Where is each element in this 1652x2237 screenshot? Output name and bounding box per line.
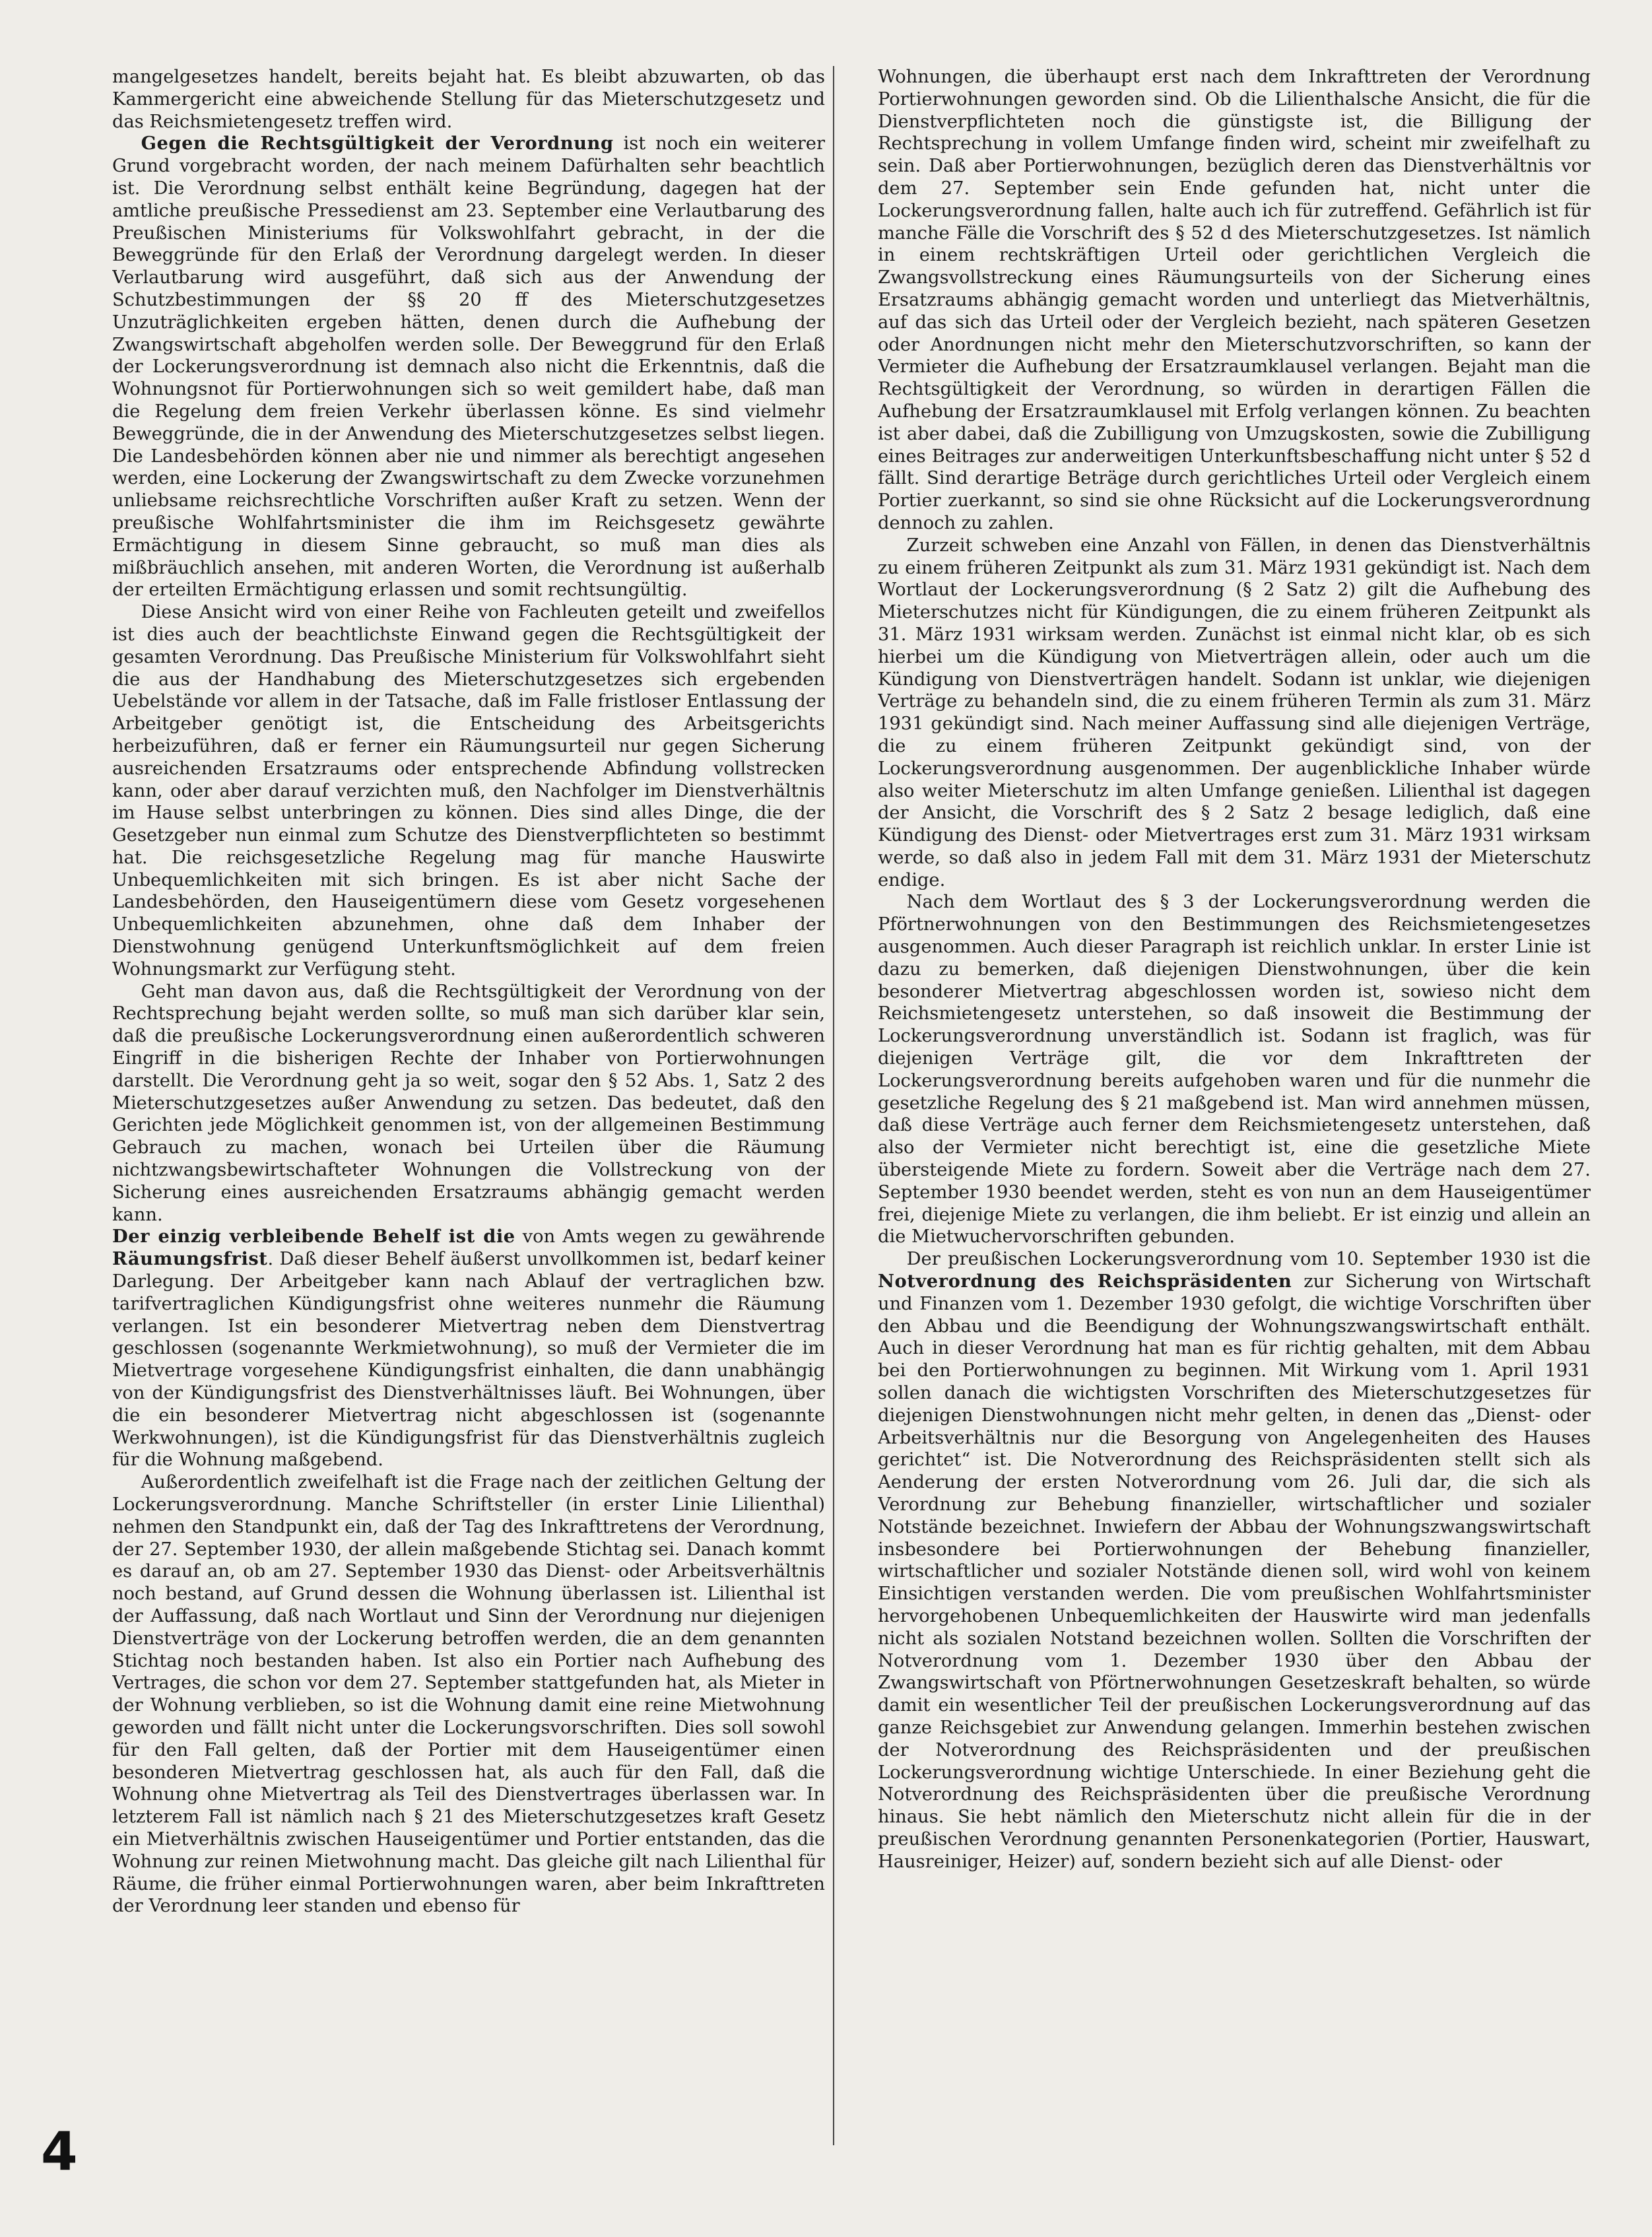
paragraph: Diese Ansicht wird von einer Reihe von Fachleuten geteilt und zweifellos ist dies auch der beachtlichste Einwand gegen die Rechtsgültigkeit der gesamten Verordnung. Das Preußische Ministerium für Volkswohlfahrt sieht die aus der Handhabung des Mieterschutzgesetzes sich ergebenden Uebelstände vor allem in der Tatsache, daß im Falle fristloser Entlassung der Arbeitgeber genötigt ist, die Entscheidung des Arbeitsgerichts herbeizuführen, daß er ferner ein Räumungsurteil nur gegen Sicherung ausreichenden Ersatzraums oder entsprechende Abfindung vollstrecken kann, oder aber darauf verzichten muß, den Nachfolger im Dienstverhältnis im Hause selbst unterbringen zu können. Dies sind alles Dinge, die der Gesetzgeber nun einmal zum Schutze des Dienstverpflichteten so bestimmt hat. Die reichsgesetzliche Regelung mag für manche Hauswirte Unbequemlichkeiten mit sich bringen. Es ist aber nicht Sache der Landesbehörden, den Hauseigentümern diese vom Gesetz vorgesehenen Unbequemlichkeiten abzunehmen, ohne daß dem Inhaber der Dienstwohnung genügend Unterkunftsmöglichkeit auf dem freien Wohnungsmarkt zur Verfügung steht.: [112, 602, 825, 980]
paragraph: Zurzeit schweben eine Anzahl von Fällen, in denen das Dienstverhältnis zu einem früheren Zeitpunkt als zum 31. März 1931 gekündigt ist. Nach dem Wortlaut der Lockerungsverordnung (§ 2 Satz 2) gilt die Aufhebung des Mieterschutzes nicht für Kündigungen, die zu einem früheren Zeitpunkt als 31. März 1931 wirksam werden. Zunächst ist einmal nicht klar, ob es sich hierbei um die Kündigung von Mietverträgen allein, oder auch um die Kündigung von Dienstverträgen handelt. Sodann ist unklar, wie diejenigen Verträge zu behandeln sind, die zu einem früheren Termin als zum 31. März 1931 gekündigt sind. Nach meiner Auffassung sind alle diejenigen Verträge, die zu einem früheren Zeitpunkt gekündigt sind, von der Lockerungsverordnung ausgenommen. Der augenblickliche Inhaber würde also weiter Mieterschutz im alten Umfange genießen. Lilienthal ist dagegen der Ansicht, die Vorschrift des § 2 Satz 2 besage lediglich, daß eine Kündigung des Dienst- oder Mietvertrages erst zum 31. März 1931 wirksam werde, so daß also in jedem Fall mit dem 31. März 1931 der Mieterschutz endige.: [878, 535, 1591, 890]
column-divider: [833, 66, 834, 2145]
paragraph: [878, 1248, 1591, 1873]
left-column: [112, 66, 825, 2125]
paragraph-emphasis: Räumungsfrist: [112, 1248, 268, 1270]
paragraph: [112, 133, 825, 601]
paragraph-body: . Daß dieser Behelf äußerst unvollkommen ist, bedarf keiner Darlegung. Der Arbeitgeber kann nach Ablauf der vertraglichen bzw. tarifvertraglichen Kündigungsfrist ohne weiteres nunmehr die Räumung verlangen. Ist ein besonderer Mietvertrag neben dem Dienstvertrag geschlossen (sogenannte Werkmietwohnung), so muß der Vermieter die im Mietvertrage vorgesehene Kündigungsfrist einhalten, die dann unabhängig von der Kündigungsfrist des Dienstverhältnisses läuft. Bei Wohnungen, über die ein besonderer Mietvertrag nicht abgeschlossen ist (sogenannte Werkwohnungen), ist die Kündigungsfrist für das Dienstverhältnis zugleich für die Wohnung maßgebend.: [112, 1249, 825, 1471]
paragraph-body: ist noch ein weiterer Grund vorgebracht worden, der nach meinem Dafürhalten sehr beachtlich ist. Die Verordnung selbst enthält keine Begründung, dagegen hat der amtliche preußische Pressedienst am 23. September eine Verlautbarung des Preußischen Ministeriums für Volkswohlfahrt gebracht, in der die Beweggründe für den Erlaß der Verordnung dargelegt werden. In dieser Verlautbarung wird ausgeführt, daß sich aus der Anwendung der Schutzbestimmungen der §§ 20 ff des Mieterschutzgesetzes Unzuträglichkeiten ergeben hätten, denen durch die Aufhebung der Zwangswirtschaft abgeholfen werden solle. Der Beweggrund für den Erlaß der Lockerungsverordnung ist demnach also nicht die Erkenntnis, daß die Wohnungsnot für Portierwohnungen sich so weit gemildert habe, daß man die Regelung dem freien Verkehr überlassen könne. Es sind vielmehr Beweggründe, die in der Anwendung des Mieterschutzgesetzes selbst liegen. Die Landesbehörden können aber nie und nimmer als berechtigt angesehen werden, eine Lockerung der Zwangswirtschaft zu dem Zwecke vorzunehmen unliebsame reichsrechtliche Vorschriften außer Kraft zu setzen. Wenn der preußische Wohlfahrtsminister die ihm im Reichsgesetz gewährte Ermächtigung in diesem Sinne gebraucht, so muß man dies als mißbräuchlich ansehen, mit anderen Worten, die Verordnung ist außerhalb der erteilten Ermächtigung erlassen und somit rechtsungültig.: [112, 133, 825, 601]
paragraph: mangelgesetzes handelt, bereits bejaht hat. Es bleibt abzuwarten, ob das Kammergericht eine abweichende Stellung für das Mieterschutzgesetz und das Reichsmietengesetz treffen wird.: [112, 67, 825, 132]
paragraph-body: Der preußischen Lockerungsverordnung vom 10. September 1930 ist die: [906, 1249, 1591, 1270]
paragraph-lead: Der einzig verbleibende Behelf ist die: [112, 1226, 515, 1248]
paragraph: [112, 1226, 825, 1471]
paragraph-body: von Amts wegen zu gewährende: [515, 1226, 825, 1248]
paragraph: Außerordentlich zweifelhaft ist die Frage nach der zeitlichen Geltung der Lockerungsverordnung. Manche Schriftsteller (in erster Linie Lilienthal) nehmen den Standpunkt ein, daß der Tag des Inkrafttretens der Verordnung, der 27. September 1930, der allein maßgebende Stichtag sei. Danach kommt es darauf an, ob am 27. September 1930 das Dienst- oder Arbeitsverhältnis noch bestand, auf Grund dessen die Wohnung überlassen ist. Lilienthal ist der Auffassung, daß nach Wortlaut und Sinn der Verordnung nur diejenigen Dienstverträge von der Lockerung betroffen werden, die an dem genannten Stichtag noch bestanden haben. Ist also ein Portier nach Aufhebung des Vertrages, die schon vor dem 27. September stattgefunden hat, als Mieter in der Wohnung verblieben, so ist die Wohnung damit eine reine Mietwohnung geworden und fällt nicht unter die Lockerungsvorschriften. Dies soll sowohl für den Fall gelten, daß der Portier mit dem Hauseigentümer einen besonderen Mietvertrag geschlossen hat, als auch für den Fall, daß die Wohnung ohne Mietvertrag als Teil des Dienstvertrages überlassen war. In letzterem Fall ist nämlich nach § 21 des Mieterschutzgesetzes kraft Gesetz ein Mietverhältnis zwischen Hauseigentümer und Portier entstanden, das die Wohnung zur reinen Mietwohnung macht. Das gleiche gilt nach Lilienthal für Räume, die früher einmal Portierwohnungen waren, aber beim Inkrafttreten der Verordnung leer standen und ebenso für: [112, 1472, 825, 1917]
paragraph: Geht man davon aus, daß die Rechtsgültigkeit der Verordnung von der Rechtsprechung bejaht werden sollte, so muß man sich darüber klar sein, daß die preußische Lockerungsverordnung einen außerordentlich schweren Eingriff in die bisherigen Rechte der Inhaber von Portierwohnungen darstellt. Die Verordnung geht ja so weit, sogar den § 52 Abs. 1, Satz 2 des Mieterschutzgesetzes außer Anwendung zu setzen. Das bedeutet, daß den Gerichten jede Möglichkeit genommen ist, von der allgemeinen Bestimmung Gebrauch zu machen, wonach bei Urteilen über die Räumung nichtzwangsbewirtschafteter Wohnungen die Vollstreckung von der Sicherung eines ausreichenden Ersatzraums abhängig gemacht werden kann.: [112, 981, 825, 1225]
paragraph: Nach dem Wortlaut des § 3 der Lockerungsverordnung werden die Pförtnerwohnungen von den Bestimmungen des Reichsmietengesetzes ausgenommen. Auch dieser Paragraph ist reichlich unklar. In erster Linie ist dazu zu bemerken, daß diejenigen Dienstwohnungen, über die kein besonderer Mietvertrag abgeschlossen worden ist, sowieso nicht dem Reichsmietengesetz unterstehen, so daß insoweit die Bestimmung der Lockerungsverordnung unverständlich ist. Sodann ist fraglich, was für diejenigen Verträge gilt, die vor dem Inkrafttreten der Lockerungsverordnung bereits aufgehoben waren und für die nunmehr die gesetzliche Regelung des § 21 maßgebend ist. Man wird annehmen müssen, daß diese Verträge auch ferner dem Reichsmietengesetz unterstehen, daß also der Vermieter nicht berechtigt ist, eine die gesetzliche Miete übersteigende Miete zu fordern. Soweit aber die Verträge nach dem 27. September 1930 beendet werden, steht es von nun an dem Hauseigentümer frei, diejenige Miete zu verlangen, die ihm beliebt. Er ist einzig und allein an die Mietwuchervorschriften gebunden.: [878, 892, 1591, 1248]
text-columns: [112, 66, 1591, 2125]
right-column: [878, 66, 1591, 2125]
paragraph: Wohnungen, die überhaupt erst nach dem Inkrafttreten der Verordnung Portierwohnungen geworden sind. Ob die Lilienthalsche Ansicht, die für die Dienstverpflichteten noch die günstigste ist, die Billigung der Rechtsprechung in vollem Umfange finden wird, scheint mir zweifelhaft zu sein. Daß aber Portierwohnungen, bezüglich deren das Dienstverhältnis vor dem 27. September sein Ende gefunden hat, nicht unter die Lockerungsverordnung fallen, halte auch ich für zutreffend. Gefährlich ist für manche Fälle die Vorschrift des § 52 d des Mieterschutzgesetzes. Ist nämlich in einem rechtskräftigen Urteil oder gerichtlichen Vergleich die Zwangsvollstreckung eines Räumungsurteils von der Sicherung eines Ersatzraums abhängig gemacht worden und unterliegt das Mietverhältnis, auf das sich das Urteil oder der Vergleich bezieht, nach späteren Gesetzen oder Anordnungen nicht mehr den Mieterschutzvorschriften, so kann der Vermieter die Aufhebung der Ersatzraumklausel verlangen. Bejaht man die Rechtsgültigkeit der Verordnung, so würden in derartigen Fällen die Aufhebung der Ersatzraumklausel mit Erfolg verlangen können. Zu beachten ist aber dabei, daß die Zubilligung von Umzugskosten, sowie die Zubilligung eines Beitrages zur anderweitigen Unterkunftsbeschaffung nicht unter § 52 d fällt. Sind derartige Beträge durch gerichtliches Urteil oder Vergleich einem Portier zuerkannt, so sind sie ohne Rücksicht auf die Lockerungsverordnung dennoch zu zahlen.: [878, 67, 1591, 533]
paragraph-lead: Gegen die Rechtsgültigkeit der Verordnung: [141, 133, 614, 154]
paragraph-emphasis: Notverordnung des Reichspräsidenten: [878, 1271, 1292, 1292]
page-number: 4: [41, 2121, 78, 2182]
paragraph-body: zur Sicherung von Wirtschaft und Finanzen vom 1. Dezember 1930 gefolgt, die wichtige Vorschriften über den Abbau und die Beendigung der Wohnungszwangswirtschaft enthält. Auch in dieser Verordnung hat man es für richtig gehalten, mit dem Abbau bei den Portierwohnungen zu beginnen. Mit Wirkung vom 1. April 1931 sollen danach die wichtigsten Vorschriften des Mieterschutzgesetzes für diejenigen Dienstwohnungen nicht mehr gelten, in denen das „Dienst- oder Arbeitsverhältnis nur die Besorgung von Angelegenheiten des Hauses gerichtet“ ist. Die Notverordnung des Reichspräsidenten stellt sich als Aenderung der ersten Notverordnung vom 26. Juli dar, die sich als Verordnung zur Behebung finanzieller, wirtschaftlicher und sozialer Notstände bezeichnet. Inwiefern der Abbau der Wohnungszwangswirtschaft insbesondere bei Portierwohnungen der Behebung finanzieller, wirtschaftlicher und sozialer Notstände dienen soll, wird wohl von keinem Einsichtigen verstanden werden. Die vom preußischen Wohlfahrtsminister hervorgehobenen Unbequemlichkeiten der Hauswirte wird man jedenfalls nicht als sozialen Notstand bezeichnen wollen. Sollten die Vorschriften der Notverordnung vom 1. Dezember 1930 über den Abbau der Zwangswirtschaft von Pförtnerwohnungen Gesetzeskraft behalten, so würde damit ein wesentlicher Teil der preußischen Lockerungsverordnung auf das ganze Reichsgebiet zur Anwendung gelangen. Immerhin bestehen zwischen der Notverordnung des Reichspräsidenten und der preußischen Lockerungsverordnung wichtige Unterschiede. In einer Beziehung geht die Notverordnung des Reichspräsidenten über die preußische Verordnung hinaus. Sie hebt nämlich den Mieterschutz nicht allein für die in der preußischen Verordnung genannten Personenkategorien (Portier, Hauswart, Hausreiniger, Heizer) auf, sondern bezieht sich auf alle Dienst- oder: [878, 1271, 1591, 1872]
